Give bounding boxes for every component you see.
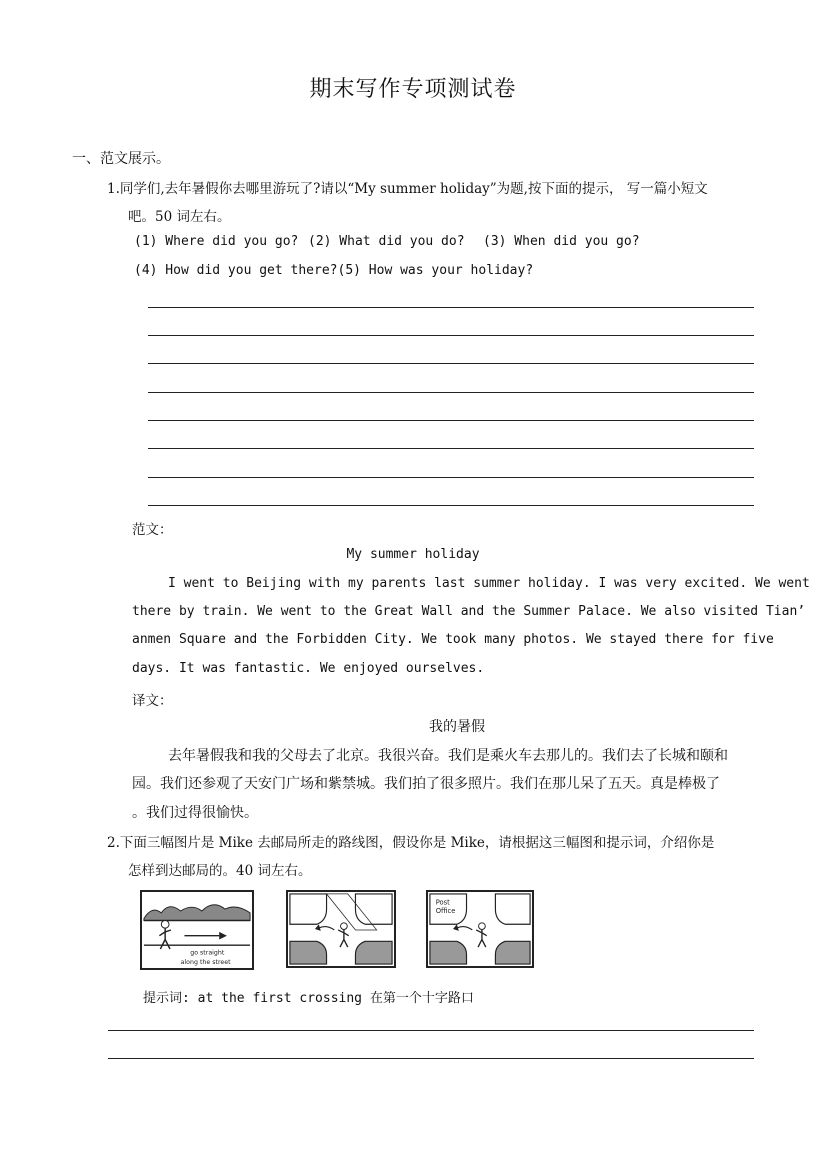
hint-4-5: (4) How did you get there?(5) How was your holiday?: [134, 263, 534, 278]
post-office-label: Post: [435, 898, 450, 907]
post-office-label: Office: [435, 906, 456, 915]
translation-line: 。我们过得很愉快。: [132, 805, 258, 821]
writing-line[interactable]: [148, 477, 754, 478]
writing-line[interactable]: [148, 363, 754, 364]
writing-line[interactable]: [148, 392, 754, 393]
writing-line[interactable]: [148, 505, 754, 506]
hint-2: (2) What did you do?: [308, 234, 465, 249]
model-line: I went to Beijing with my parents last summer holiday. I was very excited. We went: [168, 576, 810, 591]
route-picture-crossing: [286, 890, 396, 968]
hint-1: (1) Where did you go?: [134, 234, 299, 249]
hint-3: (3) When did you go?: [483, 234, 640, 249]
model-line: anmen Square and the Forbidden City. We took many photos. We stayed there for five: [132, 632, 774, 647]
q2-prompt-line2: 怎样到达邮局的。40 词左右。: [128, 863, 312, 879]
writing-line[interactable]: [148, 335, 754, 336]
model-label: 范文：: [132, 522, 173, 538]
translation-label: 译文：: [132, 693, 173, 709]
q2-prompt-line1: 2.下面三幅图片是 Mike 去邮局所走的路线图，假设你是 Mike，请根据这三幅图和提示词，介绍你是: [107, 835, 715, 851]
translation-line: 园。我们还参观了天安门广场和紫禁城。我们拍了很多照片。我们在那儿呆了五天。真是棒极了: [132, 776, 720, 792]
q1-prompt-line2: 吧。50 词左右。: [128, 209, 231, 225]
writing-line[interactable]: [108, 1030, 754, 1031]
model-title: My summer holiday: [346, 547, 480, 562]
writing-line[interactable]: [148, 307, 754, 308]
section-heading: 一、范文展示。: [72, 151, 170, 167]
translation-title: 我的暑假: [429, 719, 485, 735]
model-line: days. It was fantastic. We enjoyed ourselves.: [132, 661, 485, 676]
picture-caption: go straight: [190, 949, 225, 957]
model-line: there by train. We went to the Great Wall and the Summer Palace. We also visited Tian’: [132, 604, 806, 619]
writing-line[interactable]: [108, 1058, 754, 1059]
route-picture-go-straight: [140, 890, 254, 970]
hint-words: 提示词: at the first crossing 在第一个十字路口: [143, 991, 474, 1006]
q1-prompt-line1: 1.同学们,去年暑假你去哪里游玩了?请以“My summer holiday”为题,按下面的提示， 写一篇小短文: [107, 181, 708, 197]
page-title: 期末写作专项测试卷: [309, 77, 517, 102]
writing-line[interactable]: [148, 420, 754, 421]
route-picture-post-office: [426, 890, 534, 968]
writing-line[interactable]: [148, 448, 754, 449]
translation-line: 去年暑假我和我的父母去了北京。我很兴奋。我们是乘火车去那儿的。我们去了长城和颐和: [168, 748, 728, 764]
picture-caption: along the street: [180, 959, 231, 967]
